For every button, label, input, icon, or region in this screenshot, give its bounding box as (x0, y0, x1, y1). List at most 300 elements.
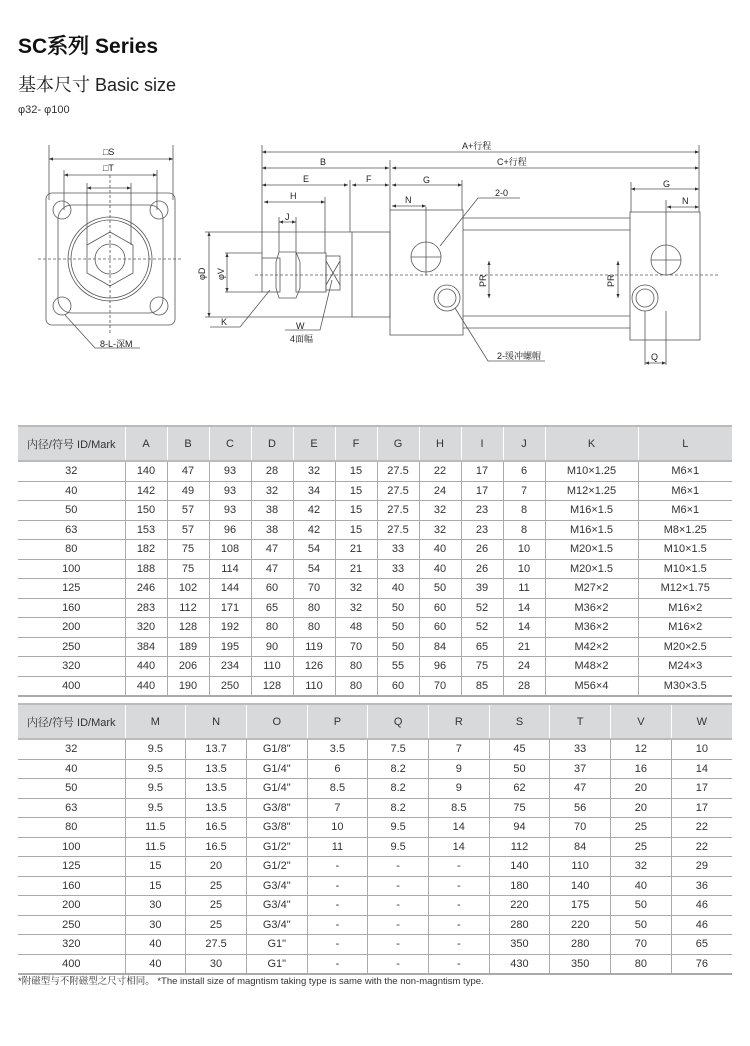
table-cell: 32 (611, 857, 672, 877)
table-cell: 180 (489, 876, 550, 896)
table-cell: - (428, 896, 489, 916)
dim-label-j: J (285, 212, 290, 222)
column-header: B (167, 426, 209, 461)
table-cell: 110 (251, 657, 293, 677)
table-cell: 9.5 (125, 798, 186, 818)
table-row (18, 598, 732, 618)
table-cell: 10 (671, 739, 732, 759)
table-cell: 6 (307, 759, 368, 779)
table-cell: 63 (18, 798, 125, 818)
table-cell: - (428, 876, 489, 896)
table-cell: - (428, 915, 489, 935)
table-cell: 220 (550, 915, 611, 935)
table-cell: M10×1.5 (638, 559, 732, 579)
table-cell: 11.5 (125, 818, 186, 838)
dim-label-pr: PR (478, 274, 488, 287)
table-cell: - (307, 857, 368, 877)
table-cell: 40 (18, 481, 125, 501)
table-cell: 188 (125, 559, 167, 579)
table-cell: 100 (18, 559, 125, 579)
side-view (205, 145, 720, 365)
table-row (18, 818, 732, 838)
dim-label-g-rear: G (663, 179, 671, 189)
table-cell: 8.2 (368, 798, 429, 818)
table-cell: M16×1.5 (545, 520, 638, 540)
table-cell: 320 (18, 657, 125, 677)
column-header: 内径/符号 ID/Mark (18, 704, 125, 739)
table-cell: 22 (671, 837, 732, 857)
table-cell: 84 (419, 637, 461, 657)
column-header: Q (368, 704, 429, 739)
table-cell: 160 (18, 598, 125, 618)
dim-label-pr-rear: PR (606, 274, 616, 287)
section-subtitle: 基本尺寸 Basic size (18, 75, 177, 95)
table-cell: M8×1.25 (638, 520, 732, 540)
table-cell: 52 (461, 618, 503, 638)
table-cell: 9.5 (125, 779, 186, 799)
table-cell: 8.5 (428, 798, 489, 818)
page-title: SC系列 Series (18, 35, 159, 58)
table-cell: 10 (307, 818, 368, 838)
table-cell: 108 (209, 540, 251, 560)
table-cell: 200 (18, 896, 125, 916)
dim-label-t: □T (103, 163, 114, 173)
table-cell: 80 (335, 676, 377, 696)
table-cell: 13.5 (186, 759, 247, 779)
table-cell: 96 (419, 657, 461, 677)
table-cell: 40 (611, 876, 672, 896)
column-header: K (545, 426, 638, 461)
table-cell: 42 (293, 501, 335, 521)
table-cell: 50 (611, 896, 672, 916)
bore-range: φ32- φ100 (18, 104, 70, 116)
table-cell: 80 (293, 598, 335, 618)
table-cell: - (368, 857, 429, 877)
table-cell: 26 (461, 540, 503, 560)
table-cell: 55 (377, 657, 419, 677)
table-cell: 153 (125, 520, 167, 540)
table-cell: 7.5 (368, 739, 429, 759)
table-row (18, 779, 732, 799)
table-cell: 430 (489, 954, 550, 974)
dim-label-w: W (296, 321, 305, 331)
table-row (18, 896, 732, 916)
table-cell: 57 (167, 501, 209, 521)
table-cell: 9 (428, 759, 489, 779)
table-cell: 25 (611, 837, 672, 857)
table-cell: 400 (18, 954, 125, 974)
dim-label-s: □S (103, 147, 115, 157)
column-header: L (638, 426, 732, 461)
table-cell: 160 (18, 876, 125, 896)
dim-label-a: A+行程 (462, 141, 492, 151)
table-cell: 47 (550, 779, 611, 799)
column-header: G (377, 426, 419, 461)
table-cell: 70 (550, 818, 611, 838)
dim-label-n: N (405, 195, 412, 205)
table-cell: 30 (125, 896, 186, 916)
dim-label-n-rear: N (682, 196, 689, 206)
dim-label-g: G (423, 175, 431, 185)
dim-label-port: 2-0 (495, 188, 509, 198)
table-cell: 119 (293, 637, 335, 657)
table-cell: G3/4" (246, 896, 307, 916)
table-cell: 125 (18, 857, 125, 877)
table-cell: 14 (503, 598, 545, 618)
table-cell: 20 (186, 857, 247, 877)
table-cell: 33 (377, 559, 419, 579)
column-header: A (125, 426, 167, 461)
table-cell: 50 (419, 579, 461, 599)
table-cell: 80 (293, 618, 335, 638)
table-row (18, 676, 732, 696)
dim-label-f: F (366, 174, 372, 184)
table-cell: 29 (671, 857, 732, 877)
table-cell: 32 (419, 501, 461, 521)
dim-label-b: B (320, 157, 327, 167)
column-header: P (307, 704, 368, 739)
table-cell: M16×2 (638, 598, 732, 618)
table-cell: 13.5 (186, 779, 247, 799)
table-cell: 14 (671, 759, 732, 779)
table-cell: 47 (167, 461, 209, 481)
table-cell: 80 (18, 818, 125, 838)
table-cell: 30 (125, 915, 186, 935)
table-cell: 47 (251, 559, 293, 579)
table-row (18, 857, 732, 877)
table-cell: 70 (611, 935, 672, 955)
table-cell: 7 (307, 798, 368, 818)
table-cell: 17 (461, 481, 503, 501)
table-cell: 280 (489, 915, 550, 935)
table-row (18, 739, 732, 759)
table-cell: 20 (611, 798, 672, 818)
table-cell: 192 (209, 618, 251, 638)
table-cell: 25 (186, 915, 247, 935)
dim-label-c: C+行程 (497, 157, 527, 167)
table-cell: 23 (461, 501, 503, 521)
table-cell: 32 (335, 579, 377, 599)
footnote: *附磁型与不附磁型之尺寸相同。 *The install size of magntism taking type is same with the non-magntism type. (18, 976, 484, 987)
table-cell: 90 (251, 637, 293, 657)
table-cell: 250 (209, 676, 251, 696)
table-cell: 32 (293, 461, 335, 481)
table-cell: 46 (671, 896, 732, 916)
table-cell: 220 (489, 896, 550, 916)
table-cell: 15 (335, 501, 377, 521)
dim-label-phi-d: φD (197, 267, 207, 280)
table-cell: 8.2 (368, 779, 429, 799)
table-cell: M6×1 (638, 461, 732, 481)
table-cell: 40 (377, 579, 419, 599)
column-header: E (293, 426, 335, 461)
table-cell: 25 (186, 896, 247, 916)
table-cell: 50 (377, 618, 419, 638)
table-cell: 234 (209, 657, 251, 677)
table-cell: 60 (377, 676, 419, 696)
column-header: W (671, 704, 732, 739)
table-row (18, 876, 732, 896)
table-cell: G1/2" (246, 857, 307, 877)
table-cell: 40 (419, 559, 461, 579)
table-cell: M42×2 (545, 637, 638, 657)
table-cell: G3/8" (246, 798, 307, 818)
table-cell: - (307, 935, 368, 955)
table-cell: 47 (251, 540, 293, 560)
table-cell: - (428, 935, 489, 955)
table-cell: - (368, 896, 429, 916)
column-header: I (461, 426, 503, 461)
table-cell: 40 (125, 935, 186, 955)
table-cell: - (368, 935, 429, 955)
table-row (18, 657, 732, 677)
table-row (18, 954, 732, 974)
table-cell: 28 (503, 676, 545, 696)
table-cell: 80 (18, 540, 125, 560)
table-cell: 9.5 (368, 837, 429, 857)
table-cell: 171 (209, 598, 251, 618)
table-cell: 13.5 (186, 798, 247, 818)
table-cell: 206 (167, 657, 209, 677)
table-cell: 16 (611, 759, 672, 779)
table-cell: G1/8" (246, 739, 307, 759)
table-cell: 440 (125, 657, 167, 677)
table-cell: 56 (550, 798, 611, 818)
table-cell: 114 (209, 559, 251, 579)
table-row (18, 759, 732, 779)
table-cell: 384 (125, 637, 167, 657)
table-cell: 189 (167, 637, 209, 657)
cylinder-dimension-drawing (0, 0, 750, 400)
table-cell: 175 (550, 896, 611, 916)
table-cell: 14 (428, 818, 489, 838)
table-cell: M6×1 (638, 481, 732, 501)
table-cell: 27.5 (377, 501, 419, 521)
column-header: S (489, 704, 550, 739)
table-cell: 125 (18, 579, 125, 599)
table-cell: 6 (503, 461, 545, 481)
table-row (18, 935, 732, 955)
table-cell: 23 (461, 520, 503, 540)
table-cell: 75 (167, 540, 209, 560)
end-view (38, 145, 183, 348)
table-cell: 50 (377, 598, 419, 618)
table-cell: 62 (489, 779, 550, 799)
table-cell: 40 (18, 759, 125, 779)
table-cell: 52 (461, 598, 503, 618)
dimension-table-2 (18, 703, 732, 975)
table-cell: 45 (489, 739, 550, 759)
dim-label-h: H (290, 191, 297, 201)
table-cell: 400 (18, 676, 125, 696)
dim-label-wrench: 4面幅 (290, 334, 314, 344)
table-cell: 75 (167, 559, 209, 579)
table-cell: 3.5 (307, 739, 368, 759)
table-cell: 9.5 (125, 759, 186, 779)
table-cell: 84 (550, 837, 611, 857)
table-cell: 21 (503, 637, 545, 657)
table-cell: 140 (550, 876, 611, 896)
table-cell: 9.5 (125, 739, 186, 759)
table-cell: 70 (335, 637, 377, 657)
table-cell: 250 (18, 637, 125, 657)
table-row (18, 481, 732, 501)
table-cell: 49 (167, 481, 209, 501)
table-cell: - (368, 915, 429, 935)
column-header: D (251, 426, 293, 461)
table-cell: 200 (18, 618, 125, 638)
table-cell: 93 (209, 481, 251, 501)
table-cell: 15 (335, 481, 377, 501)
dim-label-q: Q (651, 352, 659, 362)
table-cell: 50 (18, 501, 125, 521)
table-row (18, 579, 732, 599)
table-cell: 36 (671, 876, 732, 896)
table-cell: 27.5 (377, 481, 419, 501)
table-cell: 40 (125, 954, 186, 974)
column-header: R (428, 704, 489, 739)
table-cell: M12×1.75 (638, 579, 732, 599)
table-cell: M27×2 (545, 579, 638, 599)
table-cell: 13.7 (186, 739, 247, 759)
table-cell: 128 (167, 618, 209, 638)
column-header: C (209, 426, 251, 461)
table-cell: 33 (550, 739, 611, 759)
table-cell: 12 (611, 739, 672, 759)
table-cell: G1/2" (246, 837, 307, 857)
table-cell: 54 (293, 540, 335, 560)
table-cell: 57 (167, 520, 209, 540)
table-cell: M24×3 (638, 657, 732, 677)
table-cell: - (307, 876, 368, 896)
table-cell: 320 (125, 618, 167, 638)
column-header: V (611, 704, 672, 739)
table-cell: 280 (550, 935, 611, 955)
table-cell: - (428, 954, 489, 974)
table-cell: 15 (335, 461, 377, 481)
table-cell: 17 (671, 798, 732, 818)
table-cell: 21 (335, 540, 377, 560)
table-cell: G3/8" (246, 818, 307, 838)
table-cell: 27.5 (377, 520, 419, 540)
table-cell: 128 (251, 676, 293, 696)
table-cell: 110 (550, 857, 611, 877)
column-header: 内径/符号 ID/Mark (18, 426, 125, 461)
table-cell: 190 (167, 676, 209, 696)
table-cell: 110 (293, 676, 335, 696)
table-cell: 76 (671, 954, 732, 974)
table-cell: 350 (489, 935, 550, 955)
table-row (18, 618, 732, 638)
table-cell: 38 (251, 501, 293, 521)
table-cell: G3/4" (246, 876, 307, 896)
table-cell: 22 (419, 461, 461, 481)
table-cell: 14 (503, 618, 545, 638)
table-cell: 16.5 (186, 818, 247, 838)
table-cell: 440 (125, 676, 167, 696)
dim-label-cushion: 2-缓冲螺帽 (497, 351, 542, 361)
table-cell: - (307, 915, 368, 935)
table-row (18, 501, 732, 521)
table-cell: 283 (125, 598, 167, 618)
table-cell: 26 (461, 559, 503, 579)
table-cell: M36×2 (545, 598, 638, 618)
table-cell: 11.5 (125, 837, 186, 857)
column-header: H (419, 426, 461, 461)
table-row (18, 837, 732, 857)
table-cell: 96 (209, 520, 251, 540)
table-cell: 80 (611, 954, 672, 974)
table-cell: 25 (611, 818, 672, 838)
table-cell: - (368, 954, 429, 974)
table-cell: 93 (209, 461, 251, 481)
table-cell: 10 (503, 559, 545, 579)
table-cell: 24 (419, 481, 461, 501)
table-cell: 8 (503, 501, 545, 521)
table-cell: 32 (335, 598, 377, 618)
table-cell: 34 (293, 481, 335, 501)
table-cell: 65 (251, 598, 293, 618)
table-cell: 65 (671, 935, 732, 955)
table-cell: 7 (428, 739, 489, 759)
table-row (18, 520, 732, 540)
table-cell: 11 (503, 579, 545, 599)
table-cell: 27.5 (377, 461, 419, 481)
table-cell: 15 (335, 520, 377, 540)
column-header: N (186, 704, 247, 739)
table-row (18, 540, 732, 560)
table-cell: 8.2 (368, 759, 429, 779)
dim-label-holes: 8-L-深M (100, 339, 133, 349)
table-cell: 60 (251, 579, 293, 599)
table-cell: 8 (503, 520, 545, 540)
table-cell: 10 (503, 540, 545, 560)
table-cell: 93 (209, 501, 251, 521)
table-cell: G3/4" (246, 915, 307, 935)
table-cell: 85 (461, 676, 503, 696)
table-cell: 126 (293, 657, 335, 677)
dimension-table-1 (18, 425, 732, 697)
table-cell: 46 (671, 915, 732, 935)
table-cell: M10×1.5 (638, 540, 732, 560)
table-cell: 80 (251, 618, 293, 638)
table-cell: 140 (489, 857, 550, 877)
table-cell: 17 (461, 461, 503, 481)
table-cell: 32 (251, 481, 293, 501)
table-cell: 24 (503, 657, 545, 677)
table-cell: 27.5 (186, 935, 247, 955)
table-cell: 15 (125, 857, 186, 877)
table-cell: 20 (611, 779, 672, 799)
table-cell: M16×2 (638, 618, 732, 638)
table-cell: 50 (18, 779, 125, 799)
table-cell: 32 (18, 739, 125, 759)
column-header: M (125, 704, 186, 739)
table-cell: 30 (186, 954, 247, 974)
table-cell: 112 (489, 837, 550, 857)
table-cell: 9 (428, 779, 489, 799)
table-cell: 195 (209, 637, 251, 657)
table-cell: 60 (419, 618, 461, 638)
table-cell: 9.5 (368, 818, 429, 838)
table-cell: G1/4" (246, 779, 307, 799)
table-row (18, 559, 732, 579)
column-header: F (335, 426, 377, 461)
table-row (18, 461, 732, 481)
table-cell: G1" (246, 954, 307, 974)
table-cell: 75 (461, 657, 503, 677)
table-cell: 70 (293, 579, 335, 599)
